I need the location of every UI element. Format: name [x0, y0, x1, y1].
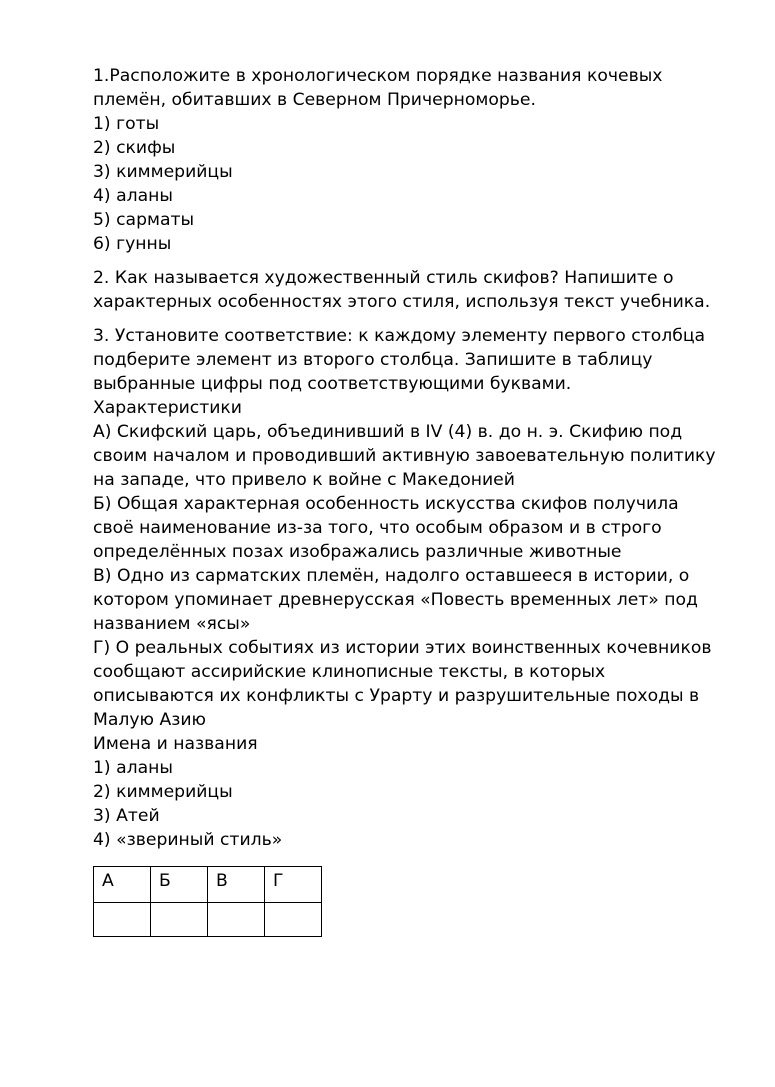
names-heading: Имена и названия [93, 734, 258, 754]
answer-table-answer-row [94, 903, 322, 937]
characteristic-a: своим началом и проводивший активную завоевательную политику [93, 446, 716, 466]
answer-table-header-cell: В [208, 867, 265, 903]
spacer [93, 314, 743, 324]
characteristic-g: Г) О реальных событиях из истории этих воинственных кочевников [93, 638, 712, 658]
task-2-line: характерных особенностях этого стиля, используя текст учебника. [93, 292, 711, 312]
characteristic-a: на западе, что привело к войне с Македонией [93, 470, 515, 490]
task-1-option: 4) аланы [93, 186, 173, 206]
answer-table-header-cell: Б [151, 867, 208, 903]
task-1-line: племён, обитавших в Северном Причерноморье. [93, 90, 536, 110]
task-1-line: 1.Расположите в хронологическом порядке названия кочевых [93, 66, 663, 86]
answer-cell[interactable] [208, 903, 265, 937]
answer-table-header-cell: А [94, 867, 151, 903]
answer-table-header-cell: Г [265, 867, 322, 903]
name-option: 4) «звериный стиль» [93, 830, 283, 850]
characteristic-b: определённых позах изображались различные животные [93, 542, 622, 562]
name-option: 2) киммерийцы [93, 782, 233, 802]
characteristic-v: котором упоминает древнерусская «Повесть временных лет» под [93, 590, 698, 610]
task-3-line: 3. Установите соответствие: к каждому элементу первого столбца [93, 326, 706, 346]
task-3 [93, 324, 743, 937]
task-1-option: 5) сарматы [93, 210, 195, 230]
task-2-line: 2. Как называется художественный стиль скифов? Напишите о [93, 268, 674, 288]
characteristic-a: А) Скифский царь, объединивший в IV (4) в. до н. э. Скифию под [93, 422, 683, 442]
task-1-option: 1) готы [93, 114, 160, 134]
answer-table-header-row [94, 867, 322, 903]
characteristic-b: Б) Общая характерная особенность искусства скифов получила [93, 494, 679, 514]
characteristic-g: Малую Азию [93, 710, 206, 730]
worksheet [93, 64, 743, 937]
characteristic-b: своё наименование из-за того, что особым образом и в строго [93, 518, 662, 538]
answer-table [93, 866, 322, 937]
task-3-line: выбранные цифры под соответствующими буквами. [93, 374, 572, 394]
characteristic-v: названием «ясы» [93, 614, 251, 634]
characteristic-g: сообщают ассирийские клинописные тексты, в которых [93, 662, 606, 682]
answer-cell[interactable] [94, 903, 151, 937]
task-1-option: 3) киммерийцы [93, 162, 233, 182]
name-option: 1) аланы [93, 758, 173, 778]
task-1-option: 2) скифы [93, 138, 176, 158]
characteristics-heading: Характеристики [93, 398, 242, 418]
name-option: 3) Атей [93, 806, 160, 826]
answer-cell[interactable] [265, 903, 322, 937]
task-1 [93, 64, 743, 256]
task-2 [93, 266, 743, 314]
task-1-option: 6) гунны [93, 234, 172, 254]
answer-cell[interactable] [151, 903, 208, 937]
characteristic-v: В) Одно из сарматских племён, надолго оставшееся в истории, о [93, 566, 690, 586]
task-3-line: подберите элемент из второго столбца. Запишите в таблицу [93, 350, 653, 370]
spacer [93, 256, 743, 266]
characteristic-g: описываются их конфликты с Урарту и разрушительные походы в [93, 686, 700, 706]
